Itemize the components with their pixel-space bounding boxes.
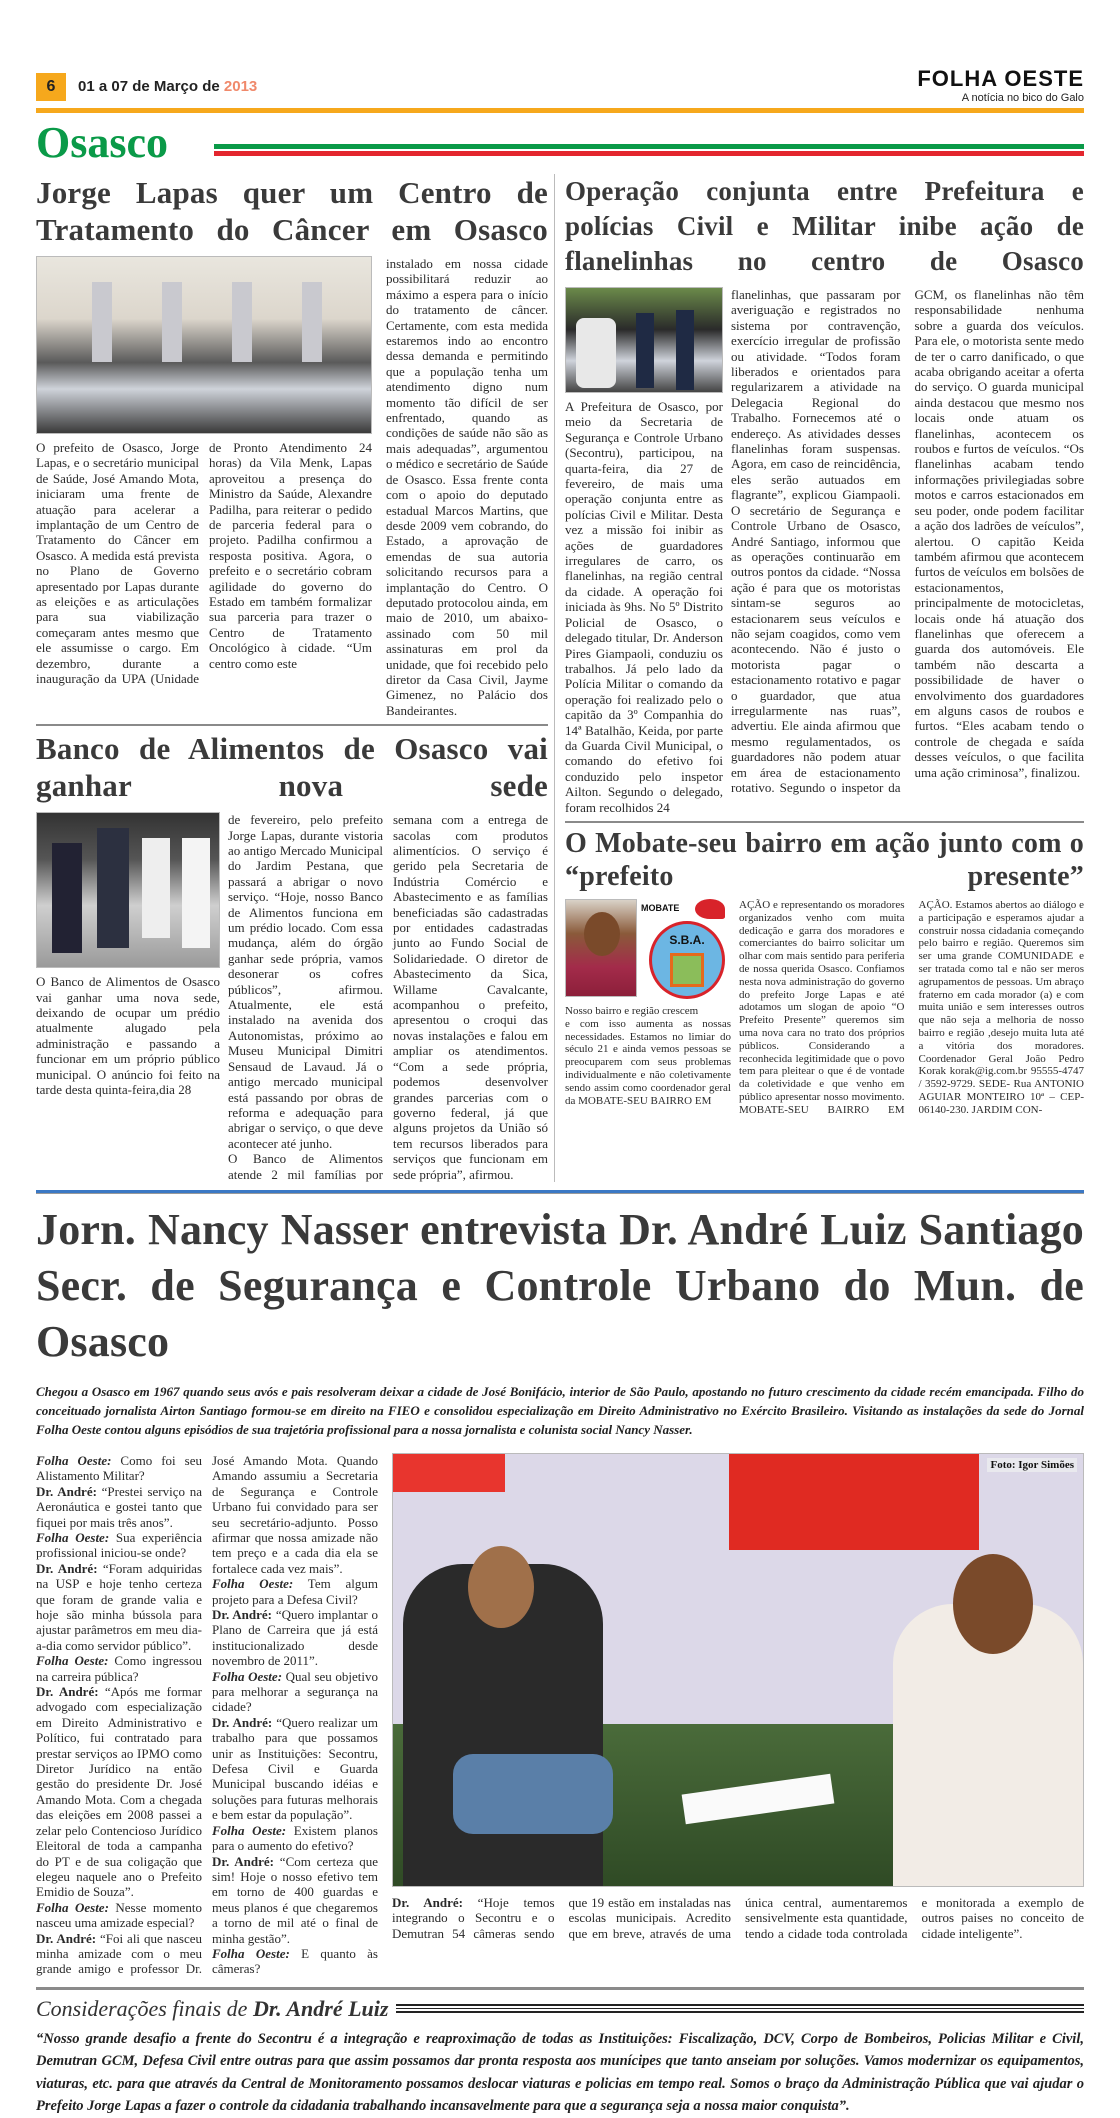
final-considerations-header: [36, 1996, 1084, 2022]
article-cancer-main: [36, 256, 372, 687]
divider: [36, 724, 548, 726]
brand-logo: [917, 66, 1084, 104]
photo-meeting: [36, 256, 372, 434]
divider: [565, 821, 1084, 823]
question-label: Folha Oeste:: [212, 1668, 283, 1684]
answer-label: Dr. André:: [392, 1894, 463, 1910]
photo-operacao: [565, 287, 723, 393]
article-banco-body-rest: [228, 812, 548, 1182]
final-title-prefix: Considerações finais de: [36, 1995, 253, 2021]
article-banco-paragraph: de fevereiro, pelo prefeito Jorge Lapas, durante vistoria ao antigo Mercado Municipal do Jardim Pestana, que passará a abrigar o novo serviço. “Hoje, nosso Banco de Alimentos funciona em um prédio locado. Com essa mudança, além do órgão ganhar sede própria, vamos desonerar os cofres públicos”, afirmou. Atualmente, ele está instalado na avenida dos Autonomistas, próximo ao Museu Municipal Dimitri Sensaud de Lavaud. Já o antigo mercado municipal está passando por obras de reforma e adequação para abrigar o serviço, o que deve acontecer até junho.: [228, 812, 383, 1151]
answer-text: “Após me formar advogado com especialização em Direito Administrativo e Político, fui contratado para prestar serviços ao IPMO como Diretor Jurídico na então gestão do presidente Dr. José Amando Mota. Com a chegada das eleições em 2008 passei a zelar pelo Contencioso Jurídico Eleitoral de toda a campanha do PT e de sua coligação que elegeu naquele ano o Prefeito Emidio de Souza”.: [36, 1684, 202, 1900]
final-title-rule: [396, 2004, 1084, 2013]
article-operacao: [565, 287, 1084, 815]
page-content: [36, 174, 1084, 2118]
interview-qa: [36, 1453, 378, 1977]
headline-cancer: Jorge Lapas quer um Centro de Tratamento do Câncer em Osasco: [36, 175, 548, 247]
question-text: Sua experiência profissional iniciou-se onde?: [36, 1529, 202, 1561]
interview-question: [36, 1653, 202, 1684]
date-text: 01 a 07 de Março de: [78, 78, 224, 95]
photo-coordinator: [565, 899, 637, 997]
interview-final-answer: [392, 1895, 1084, 1941]
headline-banco: Banco de Alimentos de Osasco vai ganhar nova sede: [36, 731, 548, 804]
article-banco-paragraph: O Banco de Alimentos atende 2 mil famílias por semana com a entrega de sacolas com produtos alimentícios. O serviço é gerido pela Secretaria de Indústria Comércio e Abastecimento e as famílias beneficiadas são cadastradas por entidades cadastradas junto ao Fundo Social de Solidariedade. O diretor de Abastecimento da Sica, Willame Cavalcante, acompanhou o prefeito, apresentou o croqui das novas instalações e falou em ampliar os atendimentos. “Com a sede própria, podemos desenvolver grandes parcerias com o governo federal, já que alguns projetos da União só tem recursos liberados para serviços que funcionam em sede própria”, afirmou.: [228, 812, 548, 1182]
answer-label: Dr. André:: [36, 1930, 97, 1946]
interview-intro: Chegou a Osasco em 1967 quando seus avós e pais resolveram deixar a cidade de José Bonifácio, interior de São Paulo, apostando no futuro crescimento da cidade recém emancipada. Filho do conceituado jornalista Airton Santiago formou-se em direito na FIEO e consolidou especialização em Direito Administrativo no Exército Brasileiro. Visitando as instalações da sede do Jornal Folha Oeste contou alguns episódios de sua trajetória profissional para a nossa jornalista e colunista social Nancy Nasser.: [36, 1383, 1084, 1437]
headline-interview: Jorn. Nancy Nasser entrevista Dr. André Luiz Santiago Secr. de Segurança e Controle Urbano do Mun. de Osasco: [36, 1204, 1084, 1366]
article-mobate-body-rest: AÇÃO e representando os moradores organizados venho com muita dedicação e garra dos moradores e comerciantes do bairro solicitar um olhar com mais sentido para periferia de nossa querida Osasco. Confiamos nesta nova administração do governo do prefeito Jorge Lapas e até adotamos um slogan de apoio “O Prefeito Presente” queremos sim uma nova cara no trato dos próprios públicos. Considerando a reconhecida legitimidade que o povo tem para pleitear o que é de vontade da coletividade e que venho em público apresentar nosso movimento. MOBATE-SEU BAIRRO EM AÇÃO. Estamos abertos ao diálogo e a participação e esperamos ajudar a construir nossa cidadania começando pelo bairro e região. Queremos sim ser uma grande COMUNIDADE e ser tratada como tal e não ser meros agrupamentos de pessoas. Um abraço fraterno em cada morador (a) e com muita união e sem interesses outros que não seja a melhoria de nosso bairro e região ,desejo muita luta até a vitória dos moradores. Coordenador Geral João Pedro Korak korak@ig.com.br 95555-4747 / 3592-9729. SEDE- Rua ANTONIO AGUIAR MONTEIRO 10ª – CEP-06140-230. JARDIM CON-: [739, 898, 1084, 1116]
mobate-logo-initials: S.B.A.: [669, 932, 705, 947]
answer-text: “Hoje temos integrando o Secontru e o Demutran 54 câmeras sendo que 19 estão em instaladas nas escolas municipais. Acredito que em breve, através de uma única central, aumentaremos sensivelmente esta quantidade, tendo a cidade toda controlada e monitorada a exemplo de outros paises no conceito de cidade inteligente”.: [392, 1894, 1084, 1941]
left-column: [36, 174, 554, 1182]
answer-text: “Foi ali que nasceu minha amizade com o meu grande amigo e professor Dr. José Amando Mota. Quando Amando assumiu a Secretaria de Segurança e Controle Urbano fui convidado para ser seu secretário-adjunto. Posso afirmar que nossa amizade não tem preço e a cada dia ela se fortalece cada vez mais”.: [36, 1452, 378, 1977]
answer-label: Dr. André:: [212, 1853, 275, 1869]
question-label: Folha Oeste:: [212, 1945, 290, 1961]
mobate-caption: Nosso bairro e região crescem: [565, 1004, 699, 1017]
question-label: Folha Oeste:: [36, 1899, 109, 1915]
interview-answer: [36, 1484, 202, 1530]
section-title: Osasco: [36, 118, 168, 167]
question-text: E quanto às câmeras?: [212, 1945, 378, 1977]
article-operacao-first: [565, 287, 723, 815]
question-label: Folha Oeste:: [36, 1653, 109, 1669]
header-rule: [36, 108, 1084, 113]
right-column: [554, 174, 1084, 1182]
interview-question: [36, 1453, 202, 1484]
final-considerations-title: [36, 1996, 388, 2022]
final-quote: “Nosso grande desafio a frente do Secontru é a integração e reaproximação de todas as Instituições: Fiscalização, DCV, Corpo de Bombeiros, Policias Militar e Civil, Demutran GCM, Defesa Civil entre outras para que assim possamos dar pronta resposta aos munícipes que tanto anseiam por soluções. Vamos modernizar os equipamentos, viaturas, etc. para que através da Central de Monitoramento possamos deslocar viaturas e policias em tempo real. Somos o braço da Administração Pública que vai ajudar o Prefeito Jorge Lapas a fazer o controle da cidadania trabalhando incansavelmente para que a segurança seja a nossa maior conquista”.: [36, 2030, 1084, 2115]
mobate-logo: [641, 899, 729, 1003]
section-rule-green: [214, 144, 1084, 149]
question-label: Folha Oeste:: [212, 1576, 294, 1592]
question-label: Folha Oeste:: [36, 1529, 110, 1545]
answer-label: Dr. André:: [36, 1560, 98, 1576]
article-cancer: [36, 256, 548, 718]
answer-label: Dr. André:: [212, 1607, 273, 1622]
answer-text: “Prestei serviço na Aeronáutica e gostei tanto que fiquei por mais três anos”.: [36, 1483, 202, 1530]
article-mobate-body-col1: e com isso aumenta as nossas necessidades. Estamos no limiar do século 21 e ainda vemos pessoas se preocuparem com seus problemas individualmente e não coletivamente sendo assim como coordenador geral da MOBATE-SEU BAIRRO EM: [565, 1017, 731, 1107]
interview-answer: [36, 1684, 202, 1900]
final-title-name: Dr. André Luiz: [252, 1995, 389, 2021]
brand-tagline: A notícia no bico do Galo: [961, 92, 1084, 104]
answer-text: “Foram adquiridas na USP e hoje tenho certeza que foram de grande valia e hoje são minha bússola para ajustar parâmetros em meu dia-a-dia como servidor público”.: [36, 1560, 202, 1653]
section-separator: [36, 1190, 1084, 1194]
interview-question: [212, 1576, 378, 1607]
article-operacao-body-col1: A Prefeitura de Osasco, por meio da Secretaria de Segurança e Controle Urbano (Secontru), participou, na quarta-feira, dia 27 de fevereiro, de mais uma operação conjunta entre as polícias Civil e Militar. Desta vez a missão foi inibir as ações de guardadores irregulares de carro, os flanelinhas, na região central da cidade. A operação foi iniciada às 9hs. No 5º Distrito Policial de Osasco, o delegado titular, Dr. Anderson Pires Giampaoli, conduziu os trabalhos. Já pelo lado da Polícia Militar o comando da operação foi realizado pelo o capitão da 3º Companhia do 14ª Batalhão, Keida, por parte da Guarda Civil Municipal, o comando do efetivo foi conduzido pelo inspetor Ailton. Segundo o delegado, foram recolhidos 24: [565, 399, 723, 815]
interview-answer: [212, 1854, 378, 1946]
article-mobate-first: [565, 899, 731, 1107]
question-text: Como foi seu Alistamento Militar?: [36, 1452, 202, 1484]
answer-text: “Quero implantar o Plano de Carreira que já está institucionalizado desde novembro de 2011”.: [212, 1607, 378, 1669]
page-number: 6: [36, 73, 66, 101]
headline-mobate: O Mobate-seu bairro em ação junto com o “prefeito presente”: [565, 827, 1084, 892]
interview-body: [36, 1453, 1084, 1977]
interview-answer: [212, 1715, 378, 1823]
question-text: Tem algum projeto para a Defesa Civil?: [212, 1576, 378, 1607]
question-label: Folha Oeste:: [36, 1452, 112, 1468]
divider: [36, 1987, 1084, 1990]
question-text: Qual seu objetivo para melhorar a segurança na cidade?: [212, 1668, 378, 1715]
question-text: Como ingressou na carreira pública?: [36, 1653, 202, 1684]
answer-label: Dr. André:: [36, 1684, 99, 1700]
mobate-images: [565, 899, 731, 1003]
photo-banco: [36, 812, 220, 968]
question-text: Nesse momento nasceu uma amizade especial?: [36, 1899, 202, 1931]
interview-answer: [212, 1607, 378, 1669]
interview-photo-column: [392, 1453, 1084, 1941]
question-text: Existem planos para o aumento do efetivo?: [212, 1822, 378, 1854]
photo-interview: [392, 1453, 1084, 1887]
headline-operacao: Operação conjunta entre Prefeitura e polícias Civil e Militar inibe ação de flanelinhas no centro de Osasco: [565, 176, 1084, 276]
article-operacao-body-rest: flanelinhas, que passaram por averiguação e registrados no sistema por contravenção, exercício irregular de profissão ou atividade. “Todos foram liberados e orientados para regularizarem a atividade na Delegacia Regional do Trabalho. Fornecemos até o endereço. As atividades desses flanelinhas foram suspensas. Agora, em caso de reincidência, eles serão autuados em flagrante”, explicou Giampaoli. O secretário de Segurança e Controle Urbano de Osasco, André Santiago, informou que as operações continuarão em outros pontos da cidade. “Nossa ação é para que os motoristas sintam-se seguros ao estacionarem seus veículos e não sejam coagidos, como vem acontecendo. Não é justo o motorista pagar o estacionamento rotativo e pagar o guardador, que atua irregularmente nas ruas”, advertiu. Ele ainda afirmou que mesmo regulamentados, os guardadores não podem atuar em área de estacionamento rotativo. Segundo o inspetor da GCM, os flanelinhas não têm responsabilidade nenhuma sobre a guarda dos veículos. Para ele, o motorista sente medo de ter o carro danificado, o que acaba obrigando aceitar a oferta do serviço. O guarda municipal ainda destacou que mesmo nos locais onde atuam os flanelinhas, acontecem os roubos e furtos de veículos. “Os flanelinhas acabam tendo informações privilegiadas sobre motos e carros estacionados em seu poder, onde podem facilitar a ação dos ladrões de veículos”, alertou. O capitão Keida também afirmou que acontecem furtos de veículos em bolsões de estacionamentos, principalmente de motocicletas, locais onde há atuação dos flanelinhas que oferecem a guarda dos automóveis. Ele também não descarta a possibilidade de haver o envolvimento dos guardadores em alguns casos de roubos e furtos. “Eles acabam tendo o controle de chegada e saída desses veículos, o que facilita uma ação criminosa”, finalizou.: [731, 287, 1084, 795]
article-banco: [36, 812, 548, 1182]
top-articles: [36, 174, 1084, 1182]
interview-question: [212, 1946, 378, 1977]
article-banco-body-col1: O Banco de Alimentos de Osasco vai ganhar uma nova sede, deixando de ocupar um prédio atualmente alugado pela administração e passando a funcionar em um próprio público municipal. O anúncio foi feito na tarde desta quinta-feira,dia 28: [36, 974, 220, 1098]
question-label: Folha Oeste:: [212, 1822, 287, 1838]
article-cancer-body: O prefeito de Osasco, Jorge Lapas, e o secretário municipal de Saúde, José Amando Mota, iniciaram uma frente de atuação para acelerar a implantação de um Centro de Tratamento do Câncer em Osasco. A medida está prevista no Plano de Governo apresentado por Lapas durante as eleições e as articulações para sua viabilização começaram antes mesmo que ele assumisse o cargo. Em dezembro, durante a inauguração da UPA (Unidade de Pronto Atendimento 24 horas) da Vila Menk, Lapas aproveitou a presença do Ministro da Saúde, Alexandre Padilha, para reiterar o pedido de parceria federal para o projeto. Padilha confirmou a resposta positiva. Agora, o prefeito e o secretário cobram agilidade do governo do Estado em também formalizar sua parceria para trazer o Centro de Tratamento Oncológico à cidade. “Um centro como este: [36, 440, 372, 687]
answer-label: Dr. André:: [212, 1714, 273, 1730]
interview-question: [36, 1900, 202, 1931]
article-banco-first: [36, 812, 220, 1097]
mobate-logo-label: MOBATE: [641, 902, 680, 913]
interview-answer: [36, 1561, 202, 1653]
article-cancer-body-side: instalado em nossa cidade possibilitará reduzir ao máximo a espera para o início do tratamento de câncer. Certamente, com esta medida estaremos indo ao encontro dessa demanda e permitindo que a população tenha um atendimento digno num momento tão difícil de ser enfrentado, quando as condições de saúde não são as mais adequadas”, argumentou o médico e secretário de Saúde de Osasco. Essa frente conta com o apoio do deputado estadual Marcos Martins, que desde 2009 vem cobrando, do Estado, a aprovação de emendas de sua autoria solicitando recursos para a implantação do Centro. O deputado protocolou ainda, em maio de 2010, um abaixo-assinado com 50 mil assinaturas em prol da unidade, que foi recebido pelo diretor da Casa Civil, Jayme Gimenez, no Palácio dos Bandeirantes.: [386, 256, 548, 718]
interview-question: [36, 1530, 202, 1561]
date-year: 2013: [223, 78, 258, 95]
section-rule-red: [214, 151, 1084, 156]
article-mobate: [565, 899, 1084, 1117]
answer-label: Dr. André:: [36, 1483, 97, 1499]
brand-name: FOLHA OESTE: [917, 66, 1084, 91]
answer-text: “Quero realizar um trabalho para que possamos unir as Instituições: Secontru, Defesa Civil e Guarda Municipal buscando idéias e soluções para futuras melhorais e bem estar da população”.: [212, 1714, 378, 1823]
answer-text: “Com certeza que sim! Hoje o nosso efetivo tem em torno de 400 guardas e meus planos é que chegaremos a torno de mil até o final de minha gestão”.: [212, 1853, 378, 1946]
interview-question: [212, 1823, 378, 1854]
interview-question: [212, 1669, 378, 1715]
photo-credit: Foto: Igor Simões: [987, 1458, 1077, 1472]
issue-date: [78, 78, 257, 95]
